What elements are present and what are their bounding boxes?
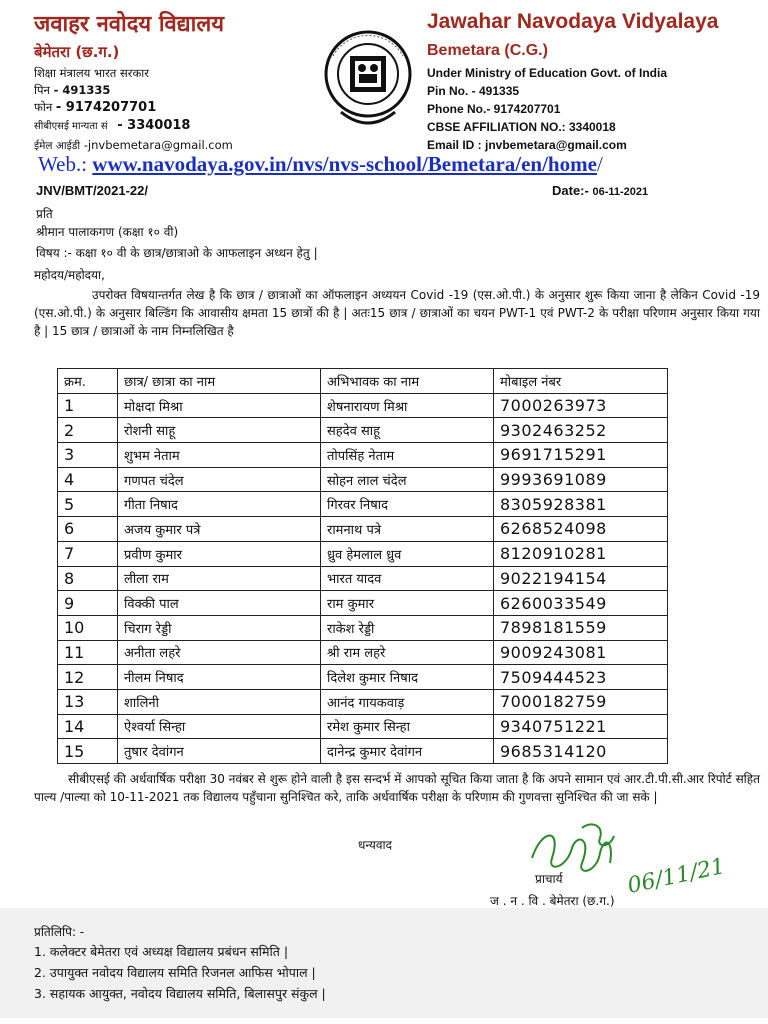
email-english: Email ID : jnvbemetara@gmail.com [427, 138, 627, 152]
subject: विषय :- कक्षा १० वी के छात्र/छात्राओ के आफलाइन अध्धन हेतु | [36, 246, 318, 260]
cbse-english: CBSE AFFILIATION NO.: 3340018 [427, 120, 616, 134]
phone-hindi [34, 100, 156, 115]
cell-guardian-name: गिरवर निषाद [321, 492, 494, 517]
cell-serial: 6 [58, 517, 118, 542]
cell-student-name: शालिनी [118, 689, 321, 714]
pin-label-hindi: पिन [34, 83, 50, 97]
table-row [58, 665, 668, 690]
cell-student-name: गीता निषाद [118, 492, 321, 517]
table-row [58, 640, 668, 665]
cell-serial: 10 [58, 615, 118, 640]
cell-guardian-name: राम कुमार [321, 591, 494, 616]
school-name-english: Jawahar Navodaya Vidyalaya [427, 10, 719, 33]
header-student-name: छात्र/ छात्रा का नाम [118, 369, 321, 394]
cell-student-name: प्रवीण कुमार [118, 541, 321, 566]
website-slash: / [596, 152, 603, 176]
copy-label: प्रतिलिपि: - [34, 925, 85, 939]
cell-serial: 8 [58, 566, 118, 591]
website-label: Web.: [38, 152, 88, 176]
reference-number: JNV/BMT/2021-22/ [36, 183, 148, 198]
header-mobile: मोबाइल नंबर [494, 369, 668, 394]
cell-mobile: 6260033549 [494, 591, 668, 616]
signature-date: 06/11/21 [625, 853, 728, 899]
cell-mobile: 7898181559 [494, 615, 668, 640]
cell-mobile: 9340751221 [494, 714, 668, 739]
cell-mobile: 9302463252 [494, 418, 668, 443]
cell-student-name: चिराग रेड्डी [118, 615, 321, 640]
cell-serial: 1 [58, 393, 118, 418]
pin-hindi [34, 83, 110, 98]
cell-guardian-name: राकेश रेड्डी [321, 615, 494, 640]
table-row [58, 492, 668, 517]
cell-student-name: अनीता लहरे [118, 640, 321, 665]
table-row [58, 541, 668, 566]
cell-mobile: 9009243081 [494, 640, 668, 665]
website-link[interactable]: www.navodaya.gov.in/nvs/nvs-school/Bemetara/en/home [92, 152, 597, 176]
cell-serial: 2 [58, 418, 118, 443]
cell-serial: 13 [58, 689, 118, 714]
cell-mobile: 8305928381 [494, 492, 668, 517]
table-row [58, 393, 668, 418]
cell-serial: 7 [58, 541, 118, 566]
cell-guardian-name: तोपसिंह नेताम [321, 443, 494, 468]
ministry-hindi: शिक्षा मंत्रालय भारत सरकार [34, 66, 149, 80]
table-row [58, 714, 668, 739]
table-row [58, 467, 668, 492]
date-value: 06-11-2021 [592, 186, 649, 198]
table-row [58, 517, 668, 542]
cell-serial: 15 [58, 739, 118, 764]
cell-guardian-name: आनंद गायकवाड़ [321, 689, 494, 714]
cell-mobile: 9685314120 [494, 739, 668, 764]
cell-student-name: लीला राम [118, 566, 321, 591]
cell-guardian-name: सोहन लाल चंदेल [321, 467, 494, 492]
phone-label-hindi: फोन [34, 100, 53, 114]
letter-date [552, 183, 648, 198]
copy-item: 3. सहायक आयुक्त, नवोदय विद्यालय समिति, बिलासपुर संकुल | [34, 986, 326, 1001]
table-row [58, 689, 668, 714]
cell-mobile: 9691715291 [494, 443, 668, 468]
cell-mobile: 7000263973 [494, 393, 668, 418]
table-header-row [58, 369, 668, 394]
cbse-label-hindi: सीबीएसई मान्यता सं [34, 121, 108, 132]
website-line [38, 152, 603, 177]
letter-body-intro: उपरोक्त विषयान्तर्गत लेख है कि छात्र / छात्राओं का ऑफलाइन अध्ययन Covid -19 (एस.ओ.पी.) के अनुसार शुरू किया जाना है लेकिन Covid -19 (एस.ओ.पी.) के अनुसार बिल्डिंग कि आवासीय क्षमता 15 छात्रों की है | अतः15 छात्र / छात्राओं का चयन PWT-1 एवं PWT-2 के परीक्षा परिणाम अनुसार किया गया है | 15 छात्र / छात्राओं के नाम निम्नलिखित है [34, 288, 760, 338]
cell-mobile: 9993691089 [494, 467, 668, 492]
cell-student-name: तुषार देवांगन [118, 739, 321, 764]
to-line: प्रति [36, 207, 53, 221]
header-serial: क्रम. [58, 369, 118, 394]
table-row [58, 739, 668, 764]
table-row [58, 443, 668, 468]
table-row [58, 418, 668, 443]
table-row [58, 566, 668, 591]
cell-student-name: मोक्षदा मिश्रा [118, 393, 321, 418]
cell-serial: 9 [58, 591, 118, 616]
cell-serial: 4 [58, 467, 118, 492]
cbse-value-hindi: - 3340018 [117, 118, 191, 133]
email-label-hindi: ईमेल आईडी [34, 140, 81, 152]
addressee: श्रीमान पालाकगण (कक्षा १० वी) [36, 225, 179, 239]
cell-guardian-name: ध्रुव हेमलाल ध्रुव [321, 541, 494, 566]
cell-guardian-name: सहदेव साहू [321, 418, 494, 443]
table-row [58, 591, 668, 616]
phone-value-hindi: - 9174207701 [55, 100, 157, 115]
email-value-hindi: -jnvbemetara@gmail.com [83, 138, 233, 152]
principal-title: प्राचार्य [535, 872, 563, 886]
salutation: महोदय/महोदया, [34, 268, 105, 282]
date-label: Date:- [552, 183, 589, 198]
cbse-hindi [34, 118, 190, 133]
letter-body-exam: सीबीएसई की अर्धवार्षिक परीक्षा 30 नवंबर से शुरू होने वाली है इस सन्दर्भ में आपको सूचित किया जाता है कि अपने सामान एवं आर.टी.पी.सी.आर रिपोर्ट सहित पाल्य /पाल्या को 10-11-2021 तक विद्यालय पहुँचाना सुनिश्चित करे, ताकि अर्धवार्षिक परीक्षा के परिणाम की गुणवत्ता सुनिश्चित की जा सके | [34, 772, 760, 804]
cell-student-name: रोशनी साहू [118, 418, 321, 443]
cell-mobile: 7000182759 [494, 689, 668, 714]
copy-item: 1. कलेक्टर बेमेतरा एवं अध्यक्ष विद्यालय प्रबंधन समिति | [34, 944, 289, 959]
cell-student-name: नीलम निषाद [118, 665, 321, 690]
pin-english: Pin No. - 491335 [427, 84, 520, 98]
cell-student-name: शुभम नेताम [118, 443, 321, 468]
cell-student-name: अजय कुमार पत्रे [118, 517, 321, 542]
phone-english: Phone No.- 9174207701 [427, 102, 561, 116]
cell-student-name: विक्की पाल [118, 591, 321, 616]
cell-serial: 11 [58, 640, 118, 665]
cell-guardian-name: दानेन्द्र कुमार देवांगन [321, 739, 494, 764]
cell-mobile: 7509444523 [494, 665, 668, 690]
email-hindi [34, 138, 233, 153]
school-city-hindi: बेमेतरा (छ.ग.) [34, 43, 120, 61]
thanks: धन्यवाद [358, 838, 393, 852]
cell-guardian-name: श्री राम लहरे [321, 640, 494, 665]
cell-mobile: 6268524098 [494, 517, 668, 542]
cell-student-name: गणपत चंदेल [118, 467, 321, 492]
cell-guardian-name: रमेश कुमार सिन्हा [321, 714, 494, 739]
cell-guardian-name: शेषनारायण मिश्रा [321, 393, 494, 418]
cell-student-name: ऐश्वर्या सिन्हा [118, 714, 321, 739]
cell-mobile: 8120910281 [494, 541, 668, 566]
ministry-english: Under Ministry of Education Govt. of India [427, 66, 668, 80]
school-logo [323, 16, 413, 148]
student-table [57, 368, 668, 764]
header-guardian-name: अभिभावक का नाम [321, 369, 494, 394]
cell-guardian-name: भारत यादव [321, 566, 494, 591]
copy-item: 2. उपायुक्त नवोदय विद्यालय समिति रिजनल आफिस भोपाल | [34, 965, 316, 980]
copy-list [34, 941, 326, 1004]
cell-serial: 14 [58, 714, 118, 739]
cell-guardian-name: दिलेश कुमार निषाद [321, 665, 494, 690]
cell-guardian-name: रामनाथ पत्रे [321, 517, 494, 542]
cell-serial: 12 [58, 665, 118, 690]
pin-value-hindi: - 491335 [53, 83, 111, 97]
cell-mobile: 9022194154 [494, 566, 668, 591]
principal-org: ज . न . वि . बेमेतरा (छ.ग.) [490, 894, 615, 908]
table-row [58, 615, 668, 640]
cell-serial: 5 [58, 492, 118, 517]
school-name-hindi: जवाहर नवोदय विद्यालय [34, 12, 224, 37]
cell-serial: 3 [58, 443, 118, 468]
school-city-english: Bemetara (C.G.) [427, 42, 548, 59]
